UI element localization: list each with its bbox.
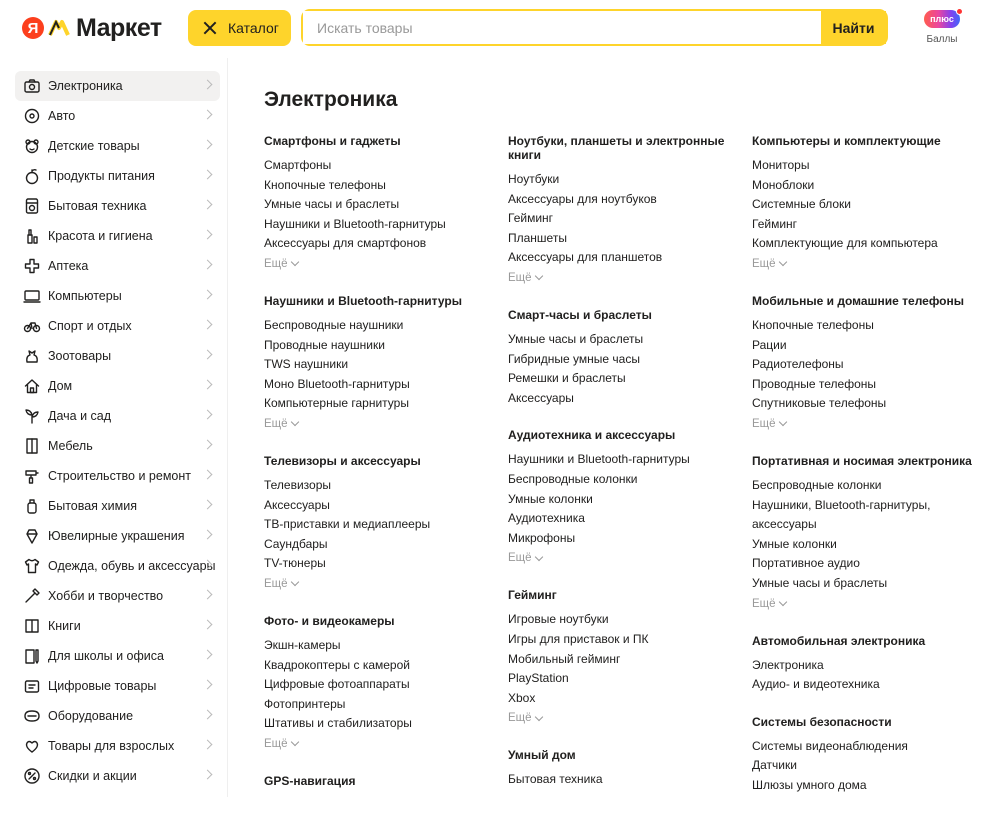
chevron-right-icon — [203, 350, 213, 360]
more-link[interactable] — [508, 548, 542, 568]
more-label: Ещё — [264, 257, 288, 270]
sidebar-item[interactable] — [15, 581, 220, 611]
subcategory-link[interactable]: Спутниковые телефоны — [752, 396, 887, 411]
logo-text: Маркет — [76, 13, 162, 42]
subcategory-link[interactable]: Фотопринтеры — [264, 696, 346, 711]
sidebar-item-label: Мебель — [48, 439, 93, 453]
catalog-label: Каталог — [228, 20, 279, 36]
subcategory-link[interactable]: Гейминг — [508, 211, 554, 226]
subcategory-link[interactable]: Штативы и стабилизаторы — [264, 716, 412, 731]
chevron-right-icon — [203, 410, 213, 420]
category-group — [264, 774, 494, 788]
chevron-right-icon — [203, 770, 213, 780]
more-label: Ещё — [264, 737, 288, 750]
more-link[interactable] — [508, 708, 542, 728]
sidebar-item[interactable] — [15, 101, 220, 131]
category-group-title[interactable]: GPS-навигация — [264, 773, 356, 788]
subcategory-link[interactable]: Аксессуары для планшетов — [508, 250, 663, 265]
chevron-down-icon — [534, 272, 542, 280]
subcategory-link[interactable]: Моно Bluetooth-гарнитуры — [264, 376, 410, 391]
subcategory-link[interactable]: Умные часы и браслеты — [264, 197, 400, 212]
sidebar-item-label: Зоотовары — [48, 349, 112, 363]
sidebar-item[interactable] — [15, 671, 220, 701]
chevron-right-icon — [203, 200, 213, 210]
sidebar-item-label: Цифровые товары — [48, 679, 157, 693]
subcategory-link[interactable]: Аудио- и видеотехника — [752, 677, 880, 692]
sidebar-item[interactable] — [15, 551, 220, 581]
chevron-down-icon — [778, 598, 786, 606]
electronics-icon — [23, 77, 41, 95]
subcategory-link[interactable]: Аксессуары — [508, 390, 574, 405]
chevron-down-icon — [290, 738, 298, 746]
category-group-title[interactable]: Смарт-часы и браслеты — [508, 307, 652, 322]
subcategory-link[interactable]: Планшеты — [508, 230, 567, 245]
chevron-right-icon — [203, 440, 213, 450]
more-link[interactable] — [752, 594, 786, 614]
chevron-right-icon — [203, 230, 213, 240]
chevron-down-icon — [778, 258, 786, 266]
chevron-right-icon — [203, 680, 213, 690]
clothes-icon — [23, 557, 41, 575]
more-link[interactable] — [264, 414, 298, 434]
chevron-right-icon — [203, 80, 213, 90]
subcategory-link[interactable]: Xbox — [508, 690, 536, 705]
chevron-right-icon — [203, 650, 213, 660]
furniture-icon — [23, 437, 41, 455]
pet-icon — [23, 347, 41, 365]
chemistry-icon — [23, 497, 41, 515]
subcategory-link[interactable]: Аксессуары для ноутбуков — [508, 191, 657, 206]
more-link[interactable] — [264, 574, 298, 594]
chevron-right-icon — [203, 260, 213, 270]
subcategory-link[interactable]: Наушники, Bluetooth-гарнитуры, аксессуары — [752, 497, 931, 532]
subcategory-link[interactable]: Ноутбуки — [508, 172, 560, 186]
chevron-right-icon — [203, 290, 213, 300]
category-sidebar — [15, 71, 220, 791]
subcategory-link[interactable]: Квадрокоптеры с камерой — [264, 657, 410, 672]
sidebar-item[interactable] — [15, 161, 220, 191]
sidebar-item[interactable] — [15, 131, 220, 161]
chevron-right-icon — [203, 530, 213, 540]
category-group-title[interactable]: Фото- и видеокамеры — [264, 613, 395, 628]
close-icon — [203, 21, 217, 35]
category-group-title[interactable]: Мобильные и домашние телефоны — [752, 293, 965, 308]
jewelry-icon — [23, 527, 41, 545]
category-group-title[interactable]: Автомобильная электроника — [752, 633, 926, 648]
sidebar-item[interactable] — [15, 641, 220, 671]
chevron-right-icon — [203, 380, 213, 390]
subcategory-link[interactable]: Аксессуары — [264, 497, 330, 512]
category-group — [264, 614, 494, 754]
logo-ya: Я — [22, 17, 44, 39]
category-group — [508, 748, 738, 790]
subcategory-link[interactable]: Смартфоны — [264, 158, 332, 172]
equipment-icon — [23, 707, 41, 725]
sidebar-item-label: Аптека — [48, 259, 89, 273]
chevron-down-icon — [290, 578, 298, 586]
subcategory-link[interactable]: Датчики — [752, 758, 797, 773]
digital-icon — [23, 677, 41, 695]
subcategory-link[interactable]: Системные блоки — [752, 197, 852, 212]
subcategory-link[interactable]: Бытовая техника — [508, 772, 603, 787]
sidebar-item[interactable] — [15, 191, 220, 221]
subcategory-link[interactable]: Умные колонки — [752, 536, 837, 551]
sidebar-item[interactable] — [15, 221, 220, 251]
chevron-right-icon — [203, 470, 213, 480]
catalog-button[interactable] — [188, 10, 291, 46]
category-group-title[interactable]: Умный дом — [508, 748, 576, 763]
beauty-icon — [23, 227, 41, 245]
sidebar-item-label: Авто — [48, 109, 76, 123]
page-title: Электроника — [264, 88, 398, 111]
sidebar-item-label: Скидки и акции — [48, 769, 137, 783]
more-label: Ещё — [752, 417, 776, 430]
subcategory-link[interactable]: Гейминг — [752, 216, 798, 231]
subcategory-link[interactable]: Умные колонки — [508, 491, 593, 506]
category-group — [508, 134, 738, 288]
subcategory-link[interactable]: Телевизоры — [264, 477, 332, 492]
subcategory-link[interactable]: Компьютерные гарнитуры — [264, 396, 409, 411]
sidebar-item-label: Бытовая техника — [48, 199, 147, 213]
sidebar-item-label: Красота и гигиена — [48, 229, 153, 243]
chevron-right-icon — [203, 140, 213, 150]
subcategory-link[interactable]: Портативное аудио — [752, 556, 860, 571]
bike-icon — [23, 317, 41, 335]
pharmacy-icon — [23, 257, 41, 275]
category-group-title[interactable]: Ноутбуки, планшеты и электронные книги — [508, 134, 725, 162]
sidebar-item[interactable] — [15, 731, 220, 761]
subcategory-link[interactable]: Умные часы и браслеты — [508, 331, 644, 346]
category-group — [752, 454, 982, 614]
more-label: Ещё — [752, 597, 776, 610]
sidebar-item-label: Для школы и офиса — [48, 649, 164, 663]
chevron-right-icon — [203, 620, 213, 630]
subcategory-link[interactable]: Аксессуары для смартфонов — [264, 236, 427, 251]
more-label: Ещё — [264, 417, 288, 430]
sidebar-item[interactable] — [15, 611, 220, 641]
adult-icon — [23, 737, 41, 755]
sidebar-item-label: Бытовая химия — [48, 499, 137, 513]
plus-points[interactable] — [922, 10, 962, 45]
subcategory-link[interactable]: Умные часы и браслеты — [752, 575, 888, 590]
chevron-right-icon — [203, 710, 213, 720]
category-group-title[interactable]: Портативная и носимая электроника — [752, 453, 972, 468]
category-group — [264, 134, 494, 274]
subcategory-link[interactable]: Мобильный гейминг — [508, 651, 621, 666]
sidebar-item[interactable] — [15, 701, 220, 731]
subcategory-link[interactable]: Кнопочные телефоны — [752, 317, 874, 332]
chevron-down-icon — [778, 418, 786, 426]
category-group-title[interactable]: Компьютеры и комплектующие — [752, 134, 941, 148]
sidebar-item[interactable] — [15, 401, 220, 431]
chevron-right-icon — [203, 110, 213, 120]
sidebar-item[interactable] — [15, 371, 220, 401]
sidebar-item[interactable] — [15, 311, 220, 341]
subcategory-link[interactable]: Беспроводные наушники — [264, 317, 404, 332]
chevron-right-icon — [203, 500, 213, 510]
more-link[interactable] — [264, 254, 298, 274]
sidebar-item[interactable] — [15, 341, 220, 371]
category-group-title[interactable]: Смартфоны и гаджеты — [264, 134, 401, 148]
subcategory-link[interactable]: Цифровые фотоаппараты — [264, 677, 410, 692]
subcategory-link[interactable]: Радиотелефоны — [752, 357, 844, 372]
subcategory-link[interactable]: Экшн-камеры — [264, 637, 341, 652]
computer-icon — [23, 287, 41, 305]
sidebar-item-label: Книги — [48, 619, 81, 633]
more-label: Ещё — [508, 271, 532, 284]
sidebar-item[interactable] — [15, 251, 220, 281]
sidebar-item-label: Продукты питания — [48, 169, 155, 183]
category-group — [752, 634, 982, 695]
chevron-right-icon — [203, 590, 213, 600]
sidebar-item[interactable] — [15, 491, 220, 521]
sidebar-item-label: Строительство и ремонт — [48, 469, 191, 483]
school-icon — [23, 647, 41, 665]
plus-badge — [924, 10, 960, 28]
category-group — [508, 308, 738, 408]
sidebar-item-label: Хобби и творчество — [48, 589, 164, 603]
subcategory-link[interactable]: Игры для приставок и ПК — [508, 631, 649, 646]
chevron-down-icon — [534, 713, 542, 721]
sidebar-item[interactable] — [15, 71, 220, 101]
sidebar-item[interactable] — [15, 281, 220, 311]
sidebar-divider — [227, 58, 228, 797]
subcategory-link[interactable]: ТВ-приставки и медиаплееры — [264, 517, 431, 532]
subcategory-link[interactable]: TV-тюнеры — [264, 556, 326, 571]
subcategory-link[interactable]: Ремешки и браслеты — [508, 371, 626, 386]
subcategory-link[interactable]: Кнопочные телефоны — [264, 177, 386, 192]
chevron-down-icon — [290, 418, 298, 426]
category-group-title[interactable]: Телевизоры и аксессуары — [264, 453, 421, 468]
category-group — [264, 294, 494, 434]
more-link[interactable] — [752, 254, 786, 274]
subcategory-link[interactable]: Проводные наушники — [264, 337, 385, 352]
subcategory-link[interactable]: Системы видеонаблюдения — [752, 738, 908, 753]
books-icon — [23, 617, 41, 635]
category-group-title[interactable]: Наушники и Bluetooth-гарнитуры — [264, 293, 462, 308]
sidebar-item[interactable] — [15, 521, 220, 551]
home-icon — [23, 377, 41, 395]
sidebar-item[interactable] — [15, 461, 220, 491]
subcategory-link[interactable]: Моноблоки — [752, 177, 815, 192]
category-group — [752, 134, 982, 274]
subcategory-link[interactable]: TWS наушники — [264, 357, 349, 372]
subcategory-link[interactable]: Комплектующие для компьютера — [752, 236, 938, 251]
plus-label: Баллы — [926, 34, 958, 45]
search-input[interactable] — [303, 11, 821, 44]
subcategory-link[interactable]: Игровые ноутбуки — [508, 612, 609, 627]
sidebar-item-label: Товары для взрослых — [48, 739, 175, 753]
subcategory-link[interactable]: Проводные телефоны — [752, 376, 876, 391]
sidebar-item-label: Оборудование — [48, 709, 134, 723]
column-3 — [752, 134, 982, 815]
more-label: Ещё — [264, 577, 288, 590]
more-link[interactable] — [752, 414, 786, 434]
subcategory-link[interactable]: Микрофоны — [508, 530, 576, 545]
subcategory-link[interactable]: Рации — [752, 337, 787, 352]
sidebar-item-label: Дом — [48, 379, 73, 393]
sidebar-item-label: Спорт и отдых — [48, 319, 132, 333]
yandex-market-logo[interactable] — [22, 13, 162, 43]
more-label: Ещё — [752, 257, 776, 270]
chevron-right-icon — [203, 320, 213, 330]
sidebar-item[interactable] — [15, 431, 220, 461]
sidebar-item-label: Детские товары — [48, 139, 140, 153]
subcategory-link[interactable]: Наушники и Bluetooth-гарнитуры — [508, 452, 690, 467]
category-group-title[interactable]: Системы безопасности — [752, 714, 892, 729]
appliances-icon — [23, 197, 41, 215]
chevron-right-icon — [203, 170, 213, 180]
discount-icon — [23, 767, 41, 785]
market-logo-icon — [48, 17, 70, 39]
subcategory-link[interactable]: Саундбары — [264, 536, 328, 551]
category-group — [508, 588, 738, 728]
category-group-title[interactable]: Аудиотехника и аксессуары — [508, 428, 676, 443]
sidebar-item-label: Компьютеры — [48, 289, 122, 303]
search-button[interactable]: Найти — [821, 11, 886, 44]
sidebar-item-label: Дача и сад — [48, 409, 112, 423]
more-link[interactable] — [508, 268, 542, 288]
more-label: Ещё — [508, 712, 532, 725]
subcategory-link[interactable]: Аудиотехника — [508, 511, 585, 526]
chevron-down-icon — [534, 553, 542, 561]
category-group — [264, 454, 494, 594]
sidebar-item-label: Одежда, обувь и аксессуары — [48, 559, 216, 573]
chevron-right-icon — [203, 740, 213, 750]
category-group-title[interactable]: Гейминг — [508, 588, 557, 603]
notification-dot — [956, 8, 963, 15]
subcategory-link[interactable]: Шлюзы умного дома — [752, 777, 867, 792]
search-bar — [301, 9, 888, 46]
hobby-icon — [23, 587, 41, 605]
subcategory-link[interactable]: Беспроводные колонки — [508, 471, 638, 486]
subcategory-link[interactable]: Наушники и Bluetooth-гарнитуры — [264, 216, 446, 231]
garden-icon — [23, 407, 41, 425]
category-group — [752, 294, 982, 434]
subcategory-link[interactable]: Беспроводные колонки — [752, 477, 882, 492]
sidebar-item-label: Ювелирные украшения — [48, 529, 185, 543]
auto-icon — [23, 107, 41, 125]
sidebar-item[interactable] — [15, 761, 220, 791]
subcategory-link[interactable]: Гибридные умные часы — [508, 351, 640, 366]
chevron-down-icon — [290, 258, 298, 266]
subcategory-link[interactable]: PlayStation — [508, 671, 569, 686]
sidebar-item-label: Электроника — [48, 79, 123, 93]
more-link[interactable] — [264, 734, 298, 754]
food-icon — [23, 167, 41, 185]
plus-badge-text: плюс — [930, 14, 954, 24]
header — [0, 0, 975, 58]
subcategory-link[interactable]: Электроника — [752, 657, 824, 672]
subcategory-link[interactable]: Мониторы — [752, 158, 810, 172]
column-2 — [508, 134, 738, 810]
more-label: Ещё — [508, 552, 532, 565]
column-1 — [264, 134, 494, 808]
repair-icon — [23, 467, 41, 485]
category-group — [752, 715, 982, 796]
kids-icon — [23, 137, 41, 155]
category-group — [508, 428, 738, 568]
